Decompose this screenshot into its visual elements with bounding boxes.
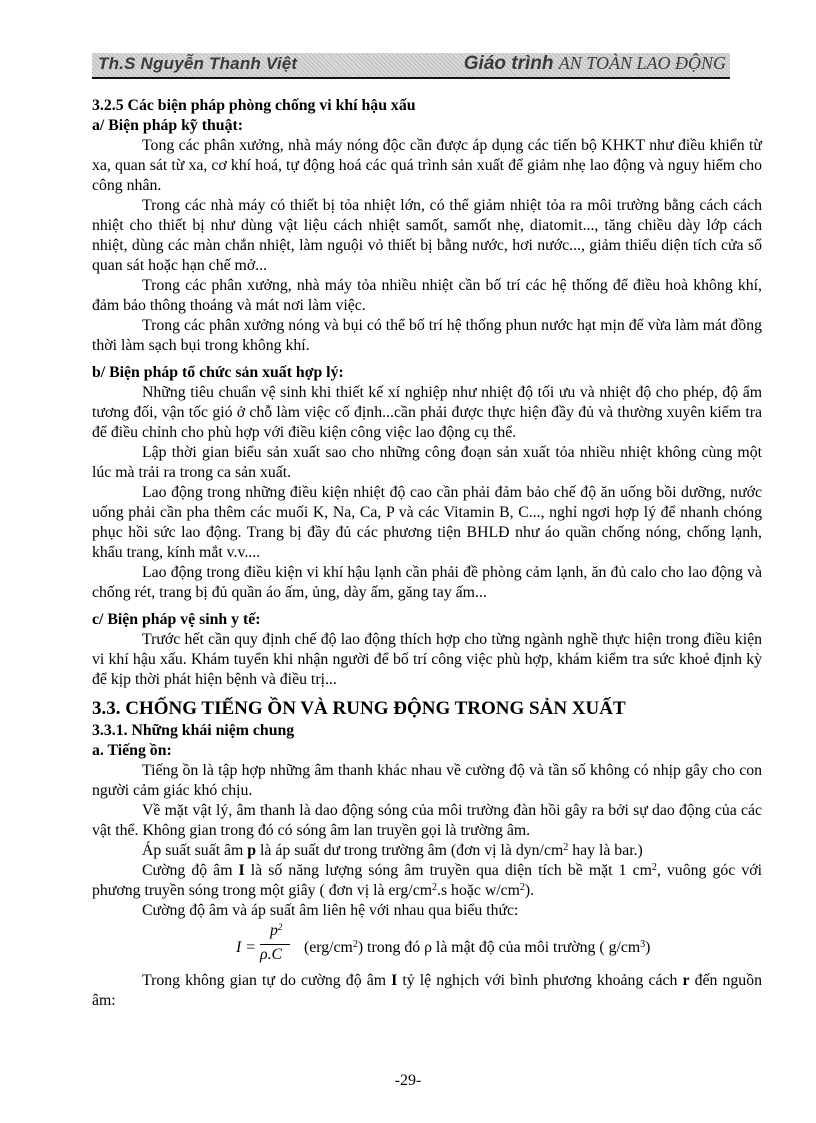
subsection-b-heading: b/ Biện pháp tổ chức sản xuất hợp lý: [92, 364, 344, 381]
subsection-noise-heading: a. Tiếng ồn: [92, 742, 172, 759]
page-number: -29- [394, 1072, 422, 1089]
paragraph: Lao động trong điều kiện vi khí hậu lạnh cần phải đề phòng cảm lạnh, ăn đủ calo cho lao động và chống rét, trang bị đủ quần áo ấm, ủng, dày ấm, găng tay ấm... [92, 564, 762, 601]
paragraph: Trước hết cần quy định chế độ lao động thích hợp cho từng ngành nghề thực hiện trong điều kiện vi khí hậu xấu. Khám tuyển khi nhận người để bố trí công việc phù hợp, khám kiểm tra sức khoẻ định kỳ để kịp thời phát hiện bệnh và điều trị... [92, 631, 762, 688]
paragraph: Lao động trong những điều kiện nhiệt độ cao cần phải đảm bảo chế độ ăn uống bồi dưỡng, nước uống phải cần pha thêm các muối K, Na, Ca, P và các Vitamin B, C..., nghỉ ngơi hợp lý để nhanh chóng phục hồi sức lao động. Trang bị đầy đủ các phương tiện BHLĐ như áo quần chống nóng, chống lạnh, khẩu trang, kính mắt v.v.... [92, 484, 762, 561]
paragraph: Trong các phân xưởng, nhà máy tỏa nhiều nhiệt cần bố trí các hệ thống để điều hoà không khí, đảm bảo thông thoáng và mát nơi làm việc. [92, 277, 762, 314]
paragraph-sound-pressure: Áp suất suất âm p là áp suất dư trong trường âm (đơn vị là dyn/$cm^2$ hay là bar.) [142, 842, 643, 859]
section-3-3-1-heading: 3.3.1. Những khái niệm chung [92, 722, 295, 739]
section-3-2-5-heading: 3.2.5 Các biện pháp phòng chống vi khí hậu xấu [92, 97, 416, 114]
subsection-c-heading: c/ Biện pháp vệ sinh y tế: [92, 611, 261, 628]
paragraph: Tiếng ồn là tập hợp những âm thanh khác nhau về cường độ và tần số không có nhịp gây cho con người cảm giác khó chịu. [92, 762, 762, 799]
paragraph: Về mặt vật lý, âm thanh là dao động sóng của môi trường đàn hồi gây ra bởi sự dao động của các vật thể. Không gian trong đó có sóng âm lan truyền gọi là trường âm. [92, 802, 762, 839]
page-header [92, 53, 730, 79]
paragraph: Trong các nhà máy có thiết bị tỏa nhiệt lớn, có thể giảm nhiệt tỏa ra môi trường bằng cách cách nhiệt cho thiết bị như dùng vật liệu cách nhiệt samốt, samốt nhẹ, diatomit..., tăng chiều dày lớp cách nhiệt, dùng các màn chắn nhiệt, làm nguội vỏ thiết bị bằng nước, hơi nước..., giảm thiểu diện tích cửa sổ quan sát hoặc hạn chế mở... [92, 197, 762, 274]
formula-denominator: ρ.C [260, 946, 283, 963]
paragraph: Tong các phân xưởng, nhà máy nóng độc cần được áp dụng các tiến bộ KHKT như điều khiển từ xa, quan sát từ xa, cơ khí hoá, tự động hoá các quá trình sản xuất để giảm nhẹ lao động và nguy hiểm cho công nhân. [92, 137, 762, 194]
section-3-3-heading: 3.3. CHỐNG TIẾNG ỒN VÀ RUNG ĐỘNG TRONG SẢN XUẤT [92, 698, 626, 719]
intensity-formula [92, 922, 762, 971]
subsection-a-heading: a/ Biện pháp kỹ thuật: [92, 117, 243, 134]
header-title [464, 53, 726, 75]
formula-numerator: $p^2$ [270, 922, 283, 939]
paragraph: Những tiêu chuẩn vệ sinh khi thiết kế xí nghiệp như nhiệt độ tối ưu và nhiệt độ cho phép, độ ẩm tương đối, vận tốc gió ở chỗ làm việc cố định...cần phải được thực hiện đầy đủ và thường xuyên kiểm tra để điều chỉnh cho phù hợp với điều kiện công việc lao động cụ thể. [92, 384, 762, 441]
formula-explanation: $(erg/cm^2)$ trong đó ρ là mật độ của môi trường ( $g/cm^3$) [304, 939, 651, 956]
paragraph-inverse-square: Trong không gian tự do cường độ âm I tỷ lệ nghịch với bình phương khoảng cách r đến nguồn âm: [92, 972, 762, 1009]
document-body [92, 96, 762, 1011]
formula-lhs: I = [236, 939, 256, 956]
paragraph-sound-intensity: Cường độ âm I là số năng lượng sóng âm truyền qua diện tích bề mặt 1 $cm^2$, vuông góc với phương truyền sóng trong một giây ( đơn vị là erg/$cm^2.s$ hoặc $w/cm^2$). [92, 862, 762, 899]
header-book-name: AN TOÀN LAO ĐỘNG [558, 53, 726, 73]
header-author: Th.S Nguyễn Thanh Việt [98, 54, 298, 73]
paragraph: Cường độ âm và áp suất âm liên hệ với nhau qua biểu thức: [142, 902, 519, 919]
header-title-prefix: Giáo trình [463, 53, 554, 74]
paragraph: Lập thời gian biểu sản xuất sao cho những công đoạn sản xuất tỏa nhiều nhiệt không cùng một lúc mà trải ra trong ca sản xuất. [92, 444, 762, 481]
paragraph: Trong các phân xưởng nóng và bụi có thể bố trí hệ thống phun nước hạt mịn để vừa làm mát đồng thời làm sạch bụi trong không khí. [92, 317, 762, 354]
